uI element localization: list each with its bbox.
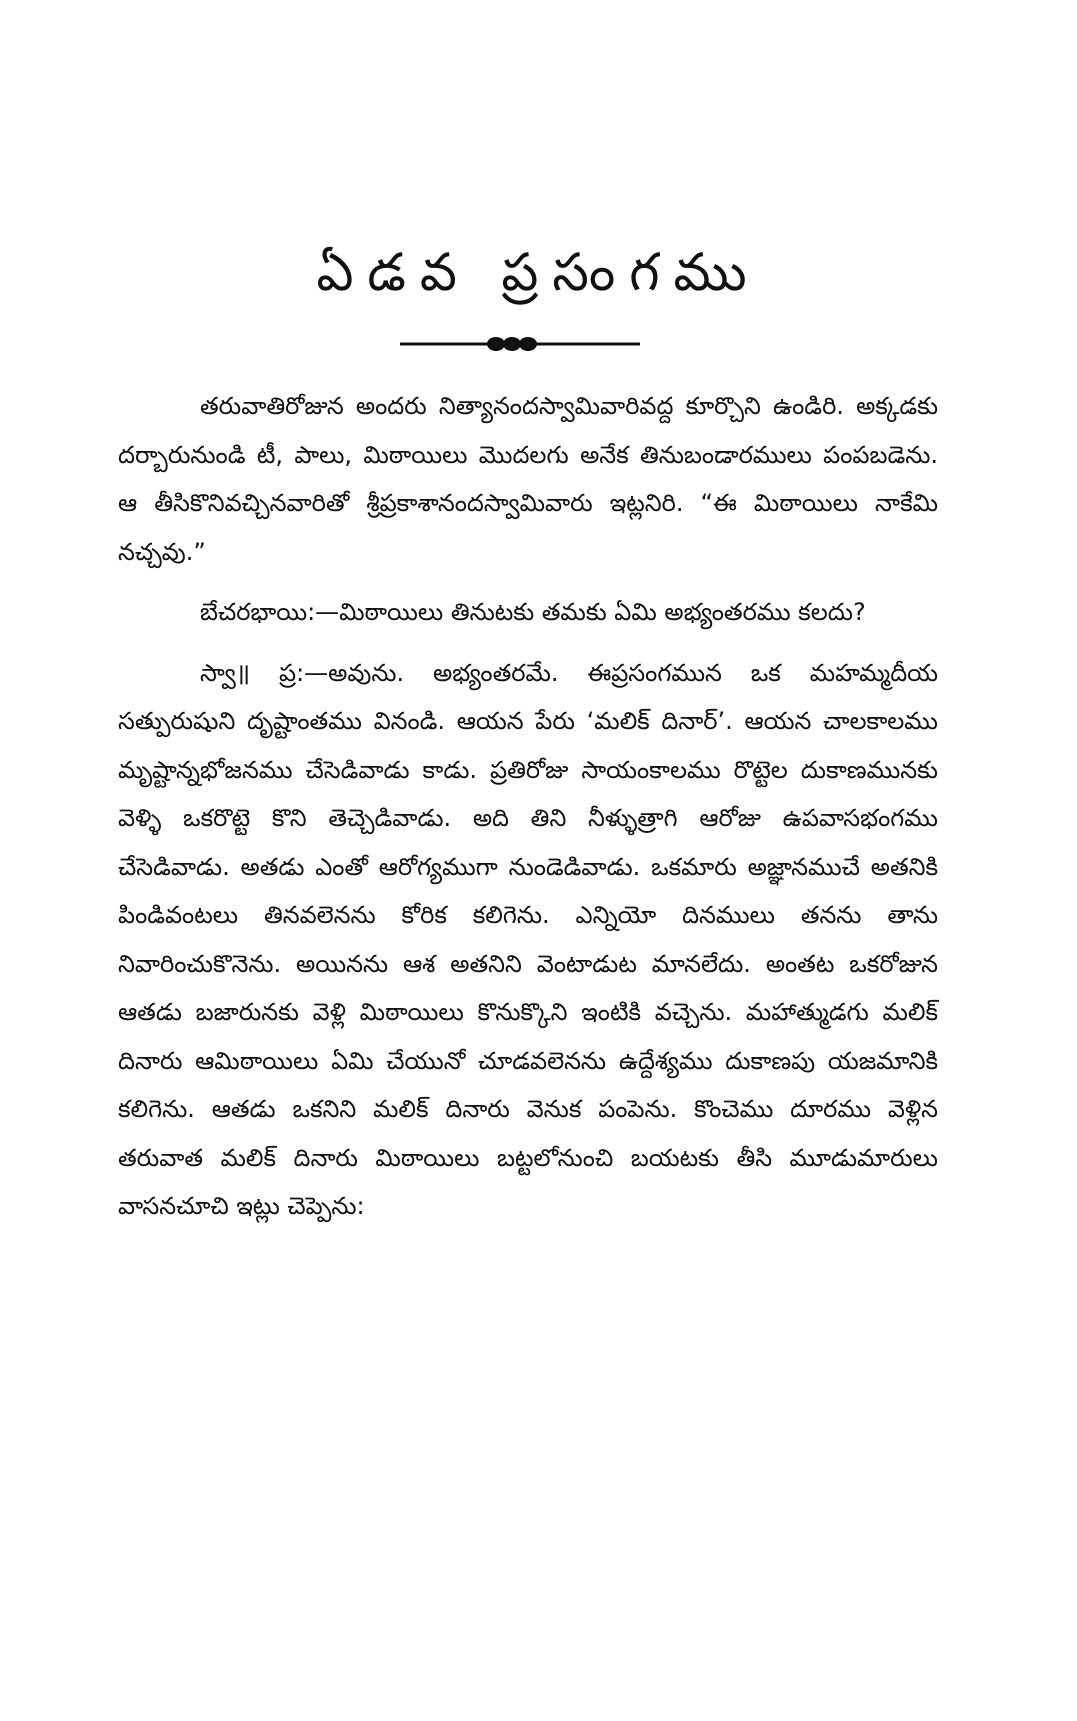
dialogue-paragraph	[118, 649, 938, 1231]
chapter-title: ఏడవ ప్రసంగము	[316, 243, 761, 303]
dialogue-paragraph	[118, 588, 938, 637]
title-divider-ornament	[400, 334, 640, 354]
paragraph: తరువాతిరోజున అందరు నిత్యానందస్వామివారివద్ద కూర్చొని ఉండిరి. అక్కడకు దర్బారునుండి టీ, పాలు, మిఠాయిలు మొదలగు అనేక తినుబండారములు పంపబడెను. ఆ తీసికొనివచ్చినవారితో శ్రీప్రకాశానందస్వామివారు ఇట్లనిరి. “ఈ మిఠాయిలు నాకేమి నచ్చవు.”	[118, 392, 938, 566]
speaker-name: స్వా॥ ప్ర:	[200, 658, 305, 687]
speech-text: —అవును. అభ్యంతరమే. ఈప్రసంగమున ఒక మహమ్మదీయ సత్పురుషుని దృష్టాంతము వినండి. ఆయన పేరు ‘మలిక్ దినార్’. ఆయన చాలకాలము మృష్టాన్నభోజనము చేసెడివాడు కాడు. ప్రతిరోజు సాయంకాలము రొట్టెల దుకాణమునకు వెళ్ళి ఒకరొట్టె కొని తెచ్చెడివాడు. అది తిని నీళ్ళుత్రాగి ఆరోజు ఉపవాసభంగము చేసెడివాడు. అతడు ఎంతో ఆరోగ్యముగా నుండెడివాడు. ఒకమారు అజ్ఞానముచే అతనికి పిండివంటలు తినవలెనను కోరిక కలిగెను. ఎన్నియో దినములు తనను తాను నివారించుకొనెను. అయినను ఆశ అతనిని వెంటాడుట మానలేదు. అంతట ఒకరోజున ఆతడు బజారునకు వెళ్లి మిఠాయిలు కొనుక్కొని ఇంటికి వచ్చెను. మహాత్ముడగు మలిక్ దినారు ఆమిఠాయిలు ఏమి చేయునో చూడవలెనను ఉద్దేశ్యము దుకాణపు యజమానికి కలిగెను. ఆతడు ఒకనిని మలిక్ దినారు వెనుక పంపెను. కొంచెము దూరము వెళ్లిన తరువాత మలిక్ దినారు మిఠాయిలు బట్టలోనుంచి బయటకు తీసి మూడుమారులు వాసనచూచి ఇట్లు చెప్పెను:	[118, 658, 938, 1220]
body-text	[118, 382, 938, 1243]
speech-text: —మిఠాయిలు తినుటకు తమకు ఏమి అభ్యంతరము కలదు?	[315, 598, 866, 626]
speaker-name: బేచరభాయి:	[200, 598, 316, 626]
